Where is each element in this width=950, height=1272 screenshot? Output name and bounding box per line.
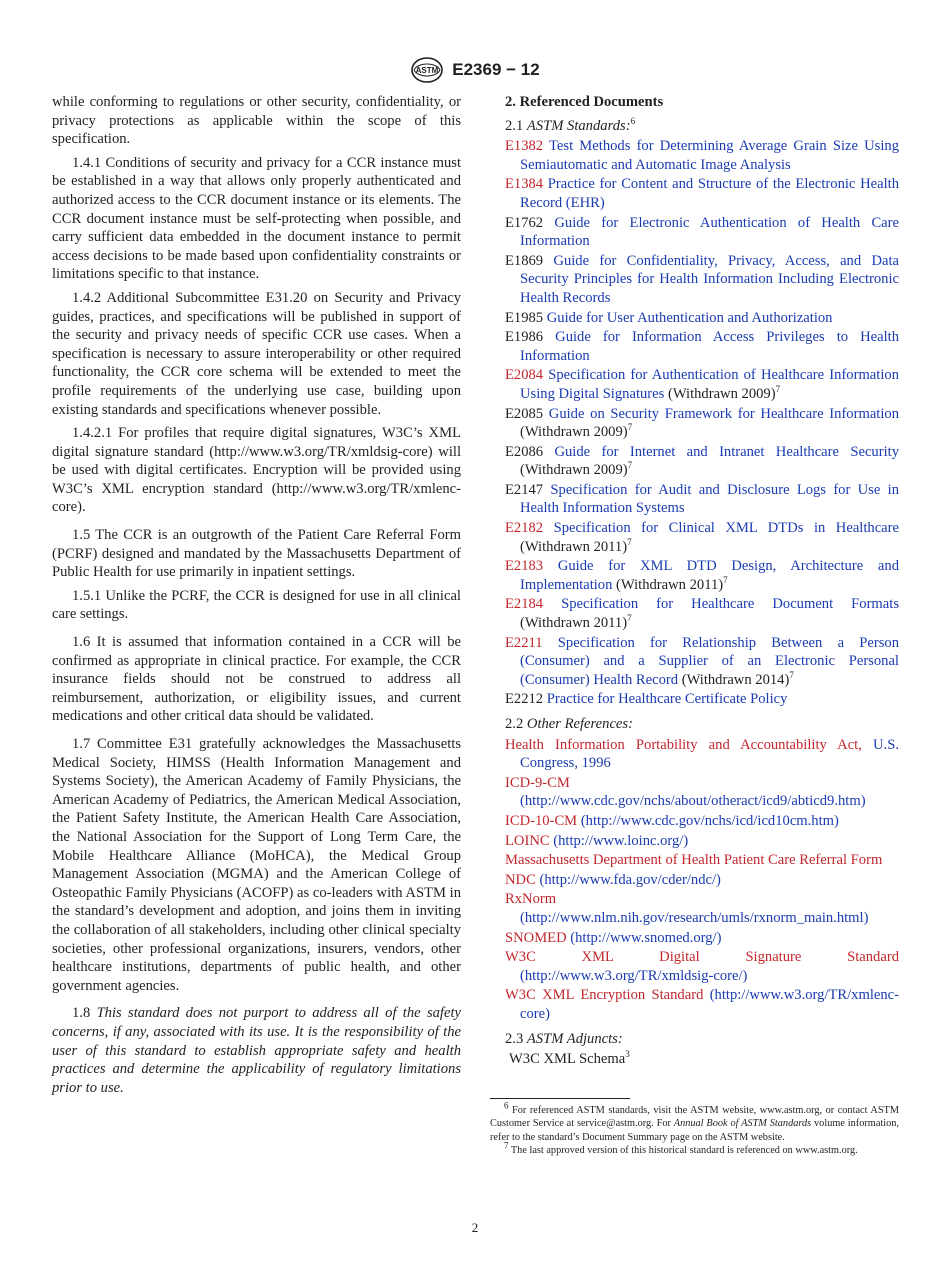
footnote-ref: 7 xyxy=(723,574,728,585)
standard-code[interactable]: E2212 xyxy=(505,691,544,708)
footnote-ref: 6 xyxy=(630,115,636,126)
subsection-label: ASTM Adjuncts: xyxy=(526,1030,623,1047)
standard-title-link[interactable]: Guide on Security Framework for Healthcare Information xyxy=(543,405,899,422)
reference-name[interactable]: RxNorm xyxy=(505,891,557,908)
withdrawn-note: (Withdrawn 2011) xyxy=(520,615,628,632)
footnote-ref: 3 xyxy=(625,1049,630,1060)
standard-title-link[interactable]: Specification for Healthcare Document Formats xyxy=(543,596,899,613)
safety-caveat: This standard does not purport to address all of the safety concerns, if any, associated with its use. It is the responsibility of the user of this standard to establish appropriate safety and health practices and determine the applicability of regulatory limitations prior to use. xyxy=(52,1005,461,1096)
reference-entry xyxy=(505,481,899,518)
reference-name[interactable]: SNOMED xyxy=(505,929,567,946)
standard-title-link[interactable]: Specification for Relationship Between a Person (Consumer) and a Supplier of an Electronic Personal (Consumer) Health Record xyxy=(520,634,899,688)
standard-code[interactable]: E2085 xyxy=(505,405,544,422)
reference-name[interactable]: W3C XML Encryption Standard xyxy=(505,987,704,1004)
reference-entry xyxy=(505,774,899,811)
standard-code[interactable]: E1762 xyxy=(505,214,544,231)
standard-code[interactable]: E2184 xyxy=(505,596,544,613)
page-number: 2 xyxy=(471,1220,479,1235)
footnote-text: For referenced ASTM standards, visit the ASTM website, www.astm.org, or contact ASTM Customer Service at service@astm.org. For xyxy=(490,1105,899,1130)
reference-entry xyxy=(505,986,899,1023)
withdrawn-note: (Withdrawn 2014) xyxy=(678,671,790,688)
reference-entry xyxy=(505,812,899,831)
reference-name[interactable]: LOINC xyxy=(505,832,550,849)
astm-logo-icon xyxy=(410,56,444,84)
footnote-ref: 7 xyxy=(627,613,632,624)
footnote-text: volume information, refer to the standard’s Document Summary page on the ASTM website. xyxy=(490,1118,899,1143)
reference-entry xyxy=(505,736,899,773)
standard-title-link[interactable]: Practice for Content and Structure of the Electronic Health Record (EHR) xyxy=(520,176,899,211)
reference-entry xyxy=(505,929,899,948)
reference-entry xyxy=(505,252,899,308)
standard-code[interactable]: E1985 xyxy=(505,309,544,326)
reference-entry xyxy=(505,557,899,594)
reference-link[interactable]: (http://www.w3.org/TR/xmldsig-core/) xyxy=(520,967,748,984)
subsection-2-3 xyxy=(505,1030,899,1049)
reference-link[interactable]: (http://www.cdc.gov/nchs/about/otheract/icd9/abticd9.htm) xyxy=(520,793,866,810)
reference-entry xyxy=(505,443,899,480)
withdrawn-note: (Withdrawn 2009) xyxy=(664,385,776,402)
footnote-ref: 7 xyxy=(789,669,794,680)
standard-title-link[interactable]: Specification for Audit and Disclosure Logs for Use in Health Information Systems xyxy=(520,481,899,517)
standard-code[interactable]: E2182 xyxy=(505,520,544,537)
standard-code[interactable]: E2086 xyxy=(505,443,544,460)
svg-text:ASTM: ASTM xyxy=(415,66,439,75)
reference-link[interactable]: (http://www.loinc.org/) xyxy=(549,832,689,849)
standard-code[interactable]: E2084 xyxy=(505,367,544,384)
reference-entry xyxy=(505,851,899,870)
standard-title-link[interactable]: Test Methods for Determining Average Grain Size Using Semiautomatic and Automatic Image Analysis xyxy=(520,138,899,173)
reference-name[interactable]: Massachusetts Department of Health Patient Care Referral Form xyxy=(505,852,883,869)
standard-title-link[interactable]: Guide for XML DTD Design, Architecture and Implementation xyxy=(520,558,899,593)
reference-name[interactable]: Health Information Portability and Accountability Act, xyxy=(505,736,862,753)
adjunct-entry xyxy=(505,1050,899,1069)
subsection-label: Other References: xyxy=(526,716,633,732)
subsection-2-2 xyxy=(505,715,899,734)
reference-entry xyxy=(505,175,899,212)
paragraph-1-7: 1.7 Committee E31 gratefully acknowledges the Massachusetts Medical Society, HIMSS (Health Information Management and Systems Society), the American Academy of Family Physicians, the American Academy of Pediatrics, the American Medical Association, the Patient Safety Institute, the American Health Care Association, the National Association for the Support of Long Term Care, the Mobile Healthcare Alliance (MoHCA), the Medical Group Management Association (MGMA) and the American College of Osteopathic Family Physicians (ACOFP) as co-leaders with ASTM in the standard’s development and adoption, and joins them in inviting the collaboration of all stakeholders, including other clinical specialty societies, other professional organizations, insurers, vendors, other healthcare institutions, departments of public health, and other government agencies. xyxy=(52,736,461,994)
reference-link[interactable]: U.S. Congress, 1996 xyxy=(520,736,899,772)
reference-entry xyxy=(505,890,899,927)
standard-code[interactable]: E1869 xyxy=(505,252,544,269)
reference-entry xyxy=(505,214,899,251)
other-references-list xyxy=(505,736,899,1024)
standard-title-link[interactable]: Guide for Confidentiality, Privacy, Access, and Data Security Principles for Health Information Including Electronic Health Records xyxy=(520,252,899,306)
standard-title-link[interactable]: Guide for User Authentication and Authorization xyxy=(543,309,833,326)
footnote-italic: Annual Book of ASTM Standards xyxy=(673,1118,812,1130)
paragraph-1-5: 1.5 The CCR is an outgrowth of the Patient Care Referral Form (PCRF) designed and mandated by the Massachusetts Department of Public Health for use primarily in inpatient settings. xyxy=(52,527,461,581)
standard-code[interactable]: E1382 xyxy=(505,138,544,155)
withdrawn-note: (Withdrawn 2011) xyxy=(520,538,628,555)
reference-entry xyxy=(505,871,899,890)
footnote-ref: 7 xyxy=(627,536,632,547)
reference-entry xyxy=(505,519,899,556)
footnote xyxy=(490,1140,899,1157)
reference-entry xyxy=(505,832,899,851)
footnotes xyxy=(490,1098,899,1157)
footnote-list xyxy=(490,1100,899,1157)
standard-code[interactable]: E1986 xyxy=(505,329,544,346)
standard-code[interactable]: E2147 xyxy=(505,481,544,498)
reference-link[interactable]: (http://www.nlm.nih.gov/research/umls/rxnorm_main.html) xyxy=(520,909,869,926)
reference-name[interactable]: NDC xyxy=(505,871,536,888)
subsection-number: 2.3 xyxy=(505,1030,524,1047)
standard-title-link[interactable]: Guide for Internet and Intranet Healthcare Security xyxy=(543,443,899,460)
footnote-mark: 7 xyxy=(504,1140,509,1151)
reference-link[interactable]: (http://www.fda.gov/cder/ndc/) xyxy=(535,871,721,888)
subsection-number: 2.2 xyxy=(505,716,524,732)
reference-entry xyxy=(505,405,899,442)
standard-code[interactable]: E2183 xyxy=(505,558,544,575)
standard-title-link[interactable]: Specification for Clinical XML DTDs in Healthcare xyxy=(543,520,899,537)
standard-code[interactable]: E2211 xyxy=(505,634,543,651)
page-header xyxy=(0,55,950,85)
adjunct-title: W3C XML Schema xyxy=(509,1051,626,1068)
paragraph-1-4-2: 1.4.2 Additional Subcommittee E31.20 on Security and Privacy guides, practices, and specifications will be published in support of the security and privacy needs of specific CCR use cases. When a specification is necessary to assure interoperability or other required functionality, the CCR core schema will be extended to meet the profile requirements of the underlying use case, building upon existing standards and specifications whenever possible. xyxy=(52,289,461,418)
standard-title-link[interactable]: Practice for Healthcare Certificate Policy xyxy=(543,691,788,708)
paragraph-1-8 xyxy=(52,1004,461,1097)
footnote-ref: 7 xyxy=(775,384,781,395)
withdrawn-note: (Withdrawn 2009) xyxy=(520,424,628,441)
standard-designation: E2369 − 12 xyxy=(452,60,540,79)
reference-name[interactable]: ICD-9-CM xyxy=(505,774,570,791)
reference-entry xyxy=(505,595,899,632)
footnote-ref: 7 xyxy=(627,460,633,471)
subsection-label: ASTM Standards: xyxy=(526,117,631,134)
withdrawn-note: (Withdrawn 2011) xyxy=(612,576,724,593)
standard-title-link[interactable]: Guide for Electronic Authentication of Health Care Information xyxy=(520,214,899,250)
reference-link[interactable]: (http://www.snomed.org/) xyxy=(566,929,722,946)
reference-entry xyxy=(505,634,899,690)
reference-entry xyxy=(505,328,899,365)
reference-link[interactable]: (http://www.w3.org/TR/xmlenc-core) xyxy=(520,987,899,1022)
reference-name[interactable]: W3C XML Digital Signature Standard xyxy=(505,949,899,966)
right-column xyxy=(505,93,899,1069)
footnote-ref: 7 xyxy=(627,422,633,433)
reference-entry xyxy=(505,690,899,709)
reference-entry xyxy=(505,309,899,328)
paragraph-1-6: 1.6 It is assumed that information contained in a CCR will be confirmed as appropriate in clinical practice. For example, the CCR insurance fields should not be construed to address all reimbursement, authorization, or eligibility issues, and current medications and other critical data should be validated. xyxy=(52,634,461,725)
reference-link[interactable]: (http://www.cdc.gov/nchs/icd/icd10cm.htm) xyxy=(577,812,839,829)
footnote-mark: 6 xyxy=(504,1100,509,1111)
footnote-rule xyxy=(490,1098,630,1099)
reference-entry xyxy=(505,366,899,403)
paragraph-1-5-1: 1.5.1 Unlike the PCRF, the CCR is designed for use in all clinical care settings. xyxy=(52,587,461,623)
reference-entry xyxy=(505,948,899,985)
footnote-text: The last approved version of this historical standard is referenced on www.astm.org. xyxy=(508,1144,858,1156)
paragraph-number: 1.8 xyxy=(72,1005,91,1022)
standard-code[interactable]: E1384 xyxy=(505,176,544,193)
standard-title-link[interactable]: Specification for Authentication of Healthcare Information Using Digital Signatures xyxy=(520,367,899,402)
footnote xyxy=(490,1100,899,1144)
paragraph-1-4-2-1: 1.4.2.1 For profiles that require digital signatures, W3C’s XML digital signature standard (http://www.w3.org/TR/xmldsig-core) will be used with digital certificates. Encryption will be provided using W3C’s XML encryption standard (http://www.w3.org/TR/xmlenc-core). xyxy=(52,425,461,516)
subsection-number: 2.1 xyxy=(505,117,524,134)
paragraph-1-4-1: 1.4.1 Conditions of security and privacy for a CCR instance must be established in a way that allows only properly authenticated and authorized access to the CCR document instance or its elements. The CCR document instance must be self-protecting when possible, and carry sufficient data embedded in the document instance to permit access decisions to be made based upon confidentiality constraints or limitations specific to that instance. xyxy=(52,154,461,283)
reference-entry xyxy=(505,137,899,174)
reference-name[interactable]: ICD-10-CM xyxy=(505,812,578,829)
standard-title-link[interactable]: Guide for Information Access Privileges to Health Information xyxy=(520,329,899,364)
left-column xyxy=(52,93,461,1102)
withdrawn-note: (Withdrawn 2009) xyxy=(520,462,628,479)
subsection-2-1 xyxy=(505,117,899,136)
paragraph: while conforming to regulations or other security, confidentiality, or privacy protections as applicable within the scope of this specification. xyxy=(52,94,461,148)
section-title: 2. Referenced Documents xyxy=(505,94,664,110)
astm-standards-list xyxy=(505,137,899,709)
